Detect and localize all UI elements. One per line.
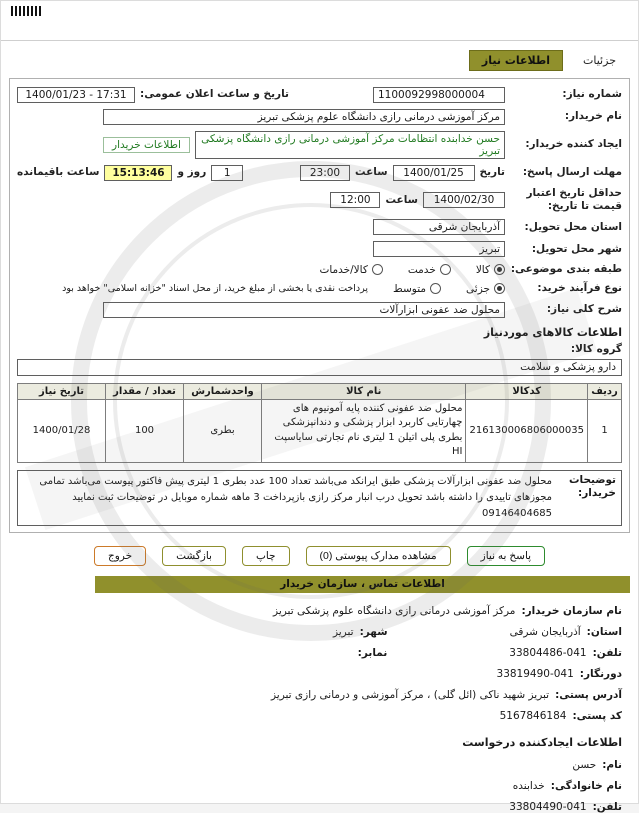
announce-value: 1400/01/23 - 17:31 [17, 87, 135, 103]
table-row [18, 399, 622, 462]
deadline-label: مهلت ارسال پاسخ: [522, 166, 622, 179]
price-validity-label: حداقل تاریخ اعتبار قیمت تا تاریخ: [526, 187, 622, 213]
creator-phone-value: 33804490-041 [509, 800, 587, 813]
postal-row [17, 710, 622, 722]
contact-section-title: اطلاعات تماس ، سازمان خریدار [95, 576, 630, 593]
buyer-notes-value: محلول ضد عفونی ابزارآلات پزشکی طبق ایرانکد می‌باشد تعداد 100 عدد بطری 1 لیتری پیش فاکتور پیوست می‌باشد تمامی مجوزهای تاییدی را داشته باشد تحویل درب انبار مرکز رازی بازپرداخت 3 ماهه شماره موبایل در توضیحات ثبت نمایید 09146404685 [39, 475, 552, 519]
need-desc-label: شرح کلی نیاز: [546, 302, 622, 315]
category-row [17, 263, 622, 276]
topbar [1, 1, 638, 41]
city-row [17, 241, 622, 257]
price-validity-date: 1400/02/30 [423, 192, 505, 208]
reply-button[interactable]: پاسخ به نیاز [467, 546, 545, 566]
remaining-days-label: روز و [177, 166, 207, 179]
fax2-row [17, 668, 622, 680]
category-option-goods-services [319, 264, 382, 276]
deadline-row [17, 165, 622, 181]
deadline-date-value: 1400/01/25 [393, 165, 475, 181]
price-validity-time-label: ساعت [385, 193, 418, 206]
radio-medium[interactable] [430, 283, 441, 294]
province-row [17, 219, 622, 235]
buyer-notes-box [17, 470, 622, 526]
contact-city-value: تبریز [332, 625, 354, 638]
address-row [17, 689, 622, 701]
need-number-label: شماره نیاز: [562, 88, 622, 101]
items-table [17, 383, 622, 463]
attachments-button[interactable]: مشاهده مدارک پیوستی (0) [306, 546, 451, 566]
col-name: نام کالا [262, 383, 466, 399]
deadline-time-value: 23:00 [300, 165, 350, 181]
creator-family-row [17, 780, 622, 792]
category-option-service-label: خدمت [407, 263, 436, 276]
need-number-row [17, 87, 622, 103]
creator-row [17, 131, 622, 159]
creator-name-label: نام: [602, 758, 622, 771]
items-table-header [18, 383, 622, 399]
contact-address-label: آدرس پستی: [555, 688, 622, 701]
col-code: کدکالا [466, 383, 588, 399]
buyer-row [17, 109, 622, 125]
price-validity-row [17, 187, 622, 213]
col-index: ردیف [588, 383, 622, 399]
buyer-name-value: مرکز آموزشی درمانی رازی دانشگاه علوم پزشکی تبریز [103, 109, 505, 125]
category-option-service [408, 264, 451, 276]
tab-details[interactable]: جزئیات [583, 54, 616, 67]
back-button[interactable]: بازگشت [162, 546, 226, 566]
need-number-value: 1100092998000004 [373, 87, 505, 103]
province-label: استان محل تحویل: [524, 220, 622, 233]
radio-minor[interactable] [494, 283, 505, 294]
tab-bar [1, 41, 638, 74]
contact-section [17, 605, 622, 813]
province-value: آذربایجان شرقی [373, 219, 505, 235]
org-value: مرکز آموزشی درمانی رازی دانشگاه علوم پزشکی تبریز [273, 604, 516, 617]
countdown-label: ساعت باقیمانده [17, 166, 100, 179]
deadline-time-label: ساعت [354, 166, 388, 179]
payment-note: پرداخت نقدی یا بخشی از مبلغ خرید، از محل اسناد "خزانه اسلامی" خواهد بود [62, 282, 369, 294]
need-info-panel [9, 78, 630, 533]
buyer-name-label: نام خریدار: [564, 110, 622, 123]
group-value: دارو پزشکی و سلامت [17, 359, 622, 376]
need-desc-row [17, 302, 622, 318]
contact-phone-label: تلفن: [592, 646, 622, 659]
buyer-info-link[interactable]: اطلاعات خریدار [103, 137, 190, 153]
need-desc-value: محلول ضد عفونی ابزارآلات [103, 302, 505, 318]
contact-fax2-value: 33819490-041 [496, 667, 574, 680]
city-label: شهر محل تحویل: [531, 242, 622, 255]
cell-name: محلول ضد عفونی کننده پایه آمونیوم های چهارتایی کاربرد ابزار پزشکی و دندانپزشکی بطری پلی اتیلن 1 لیتری نام تجارتی سایاسپت HI [262, 399, 466, 462]
cell-code: 216130006806000035 [466, 399, 588, 462]
deadline-date-label: تاریخ [479, 166, 505, 179]
category-label: طبقه بندی موضوعی: [510, 263, 622, 276]
process-label: نوع فرآیند خرید: [537, 282, 622, 295]
contact-fax2-label: دورنگار: [579, 667, 622, 680]
process-option-medium-label: متوسط [393, 282, 427, 295]
contact-fax-label: نمابر: [357, 646, 388, 659]
category-option-goods-label: کالا [475, 263, 490, 276]
creator-family-label: نام خانوادگی: [550, 779, 622, 792]
creator-name-value: حسن [572, 758, 597, 771]
creator-section-title: اطلاعات ایجادکننده درخواست [462, 735, 622, 749]
creator-phone-label: تلفن: [592, 800, 622, 813]
creator-family-value: خدابنده [512, 779, 545, 792]
col-unit: واحدشمارش [184, 383, 262, 399]
action-buttons [9, 546, 630, 566]
creator-name-row [17, 759, 622, 771]
price-validity-time: 12:00 [330, 192, 380, 208]
col-date: تاریخ نیاز [18, 383, 106, 399]
remaining-days-value: 1 [211, 165, 243, 181]
category-option-goods-services-label: کالا/خدمات [319, 263, 368, 276]
org-label: نام سازمان خریدار: [521, 604, 622, 617]
process-row [17, 282, 622, 295]
col-qty: تعداد / مقدار [106, 383, 184, 399]
radio-goods-services[interactable] [372, 264, 383, 275]
phone-fax-row [17, 647, 622, 659]
contact-city-label: شهر: [359, 625, 388, 638]
city-value: تبریز [373, 241, 505, 257]
tab-need-info[interactable]: اطلاعات نیاز [469, 50, 563, 71]
items-section-title: اطلاعات کالاهای موردنیاز [483, 325, 622, 339]
contact-postal-label: کد پستی: [572, 709, 622, 722]
cell-date: 1400/01/28 [18, 399, 106, 462]
process-option-minor [466, 283, 505, 295]
category-option-goods [476, 264, 505, 276]
org-row [17, 605, 622, 617]
cell-unit: بطری [184, 399, 262, 462]
contact-address-value: تبریز شهید ناکی (ائل گلی) ، مرکز آموزشی و درمانی رازی تبریز [270, 688, 550, 701]
exit-button[interactable]: خروج [94, 546, 146, 566]
group-label: گروه کالا: [570, 342, 622, 355]
province-city-row [17, 626, 622, 638]
announce-label: تاریخ و ساعت اعلان عمومی: [140, 88, 289, 101]
contact-province-value: آذربایجان شرقی [509, 625, 581, 638]
radio-service[interactable] [440, 264, 451, 275]
contact-postal-value: 5167846184 [499, 709, 567, 722]
cell-qty: 100 [106, 399, 184, 462]
process-option-minor-label: جزئی [466, 282, 490, 295]
contact-phone-value: 33804486-041 [509, 646, 587, 659]
barcode-icon [11, 6, 43, 16]
countdown-value: 15:13:46 [104, 165, 172, 181]
contact-province-label: استان: [586, 625, 622, 638]
creator-value: حسن خدابنده انتظامات مرکز آموزشی درمانی رازی دانشگاه پزشکی تبریز [195, 131, 505, 159]
print-button[interactable]: چاپ [242, 546, 290, 566]
radio-goods[interactable] [494, 264, 505, 275]
cell-index: 1 [588, 399, 622, 462]
creator-label: ایجاد کننده خریدار: [525, 138, 622, 151]
buyer-notes-label: توضیحات خریدار: [568, 473, 616, 500]
creator-phone-row [17, 801, 622, 813]
process-option-medium [393, 283, 441, 295]
